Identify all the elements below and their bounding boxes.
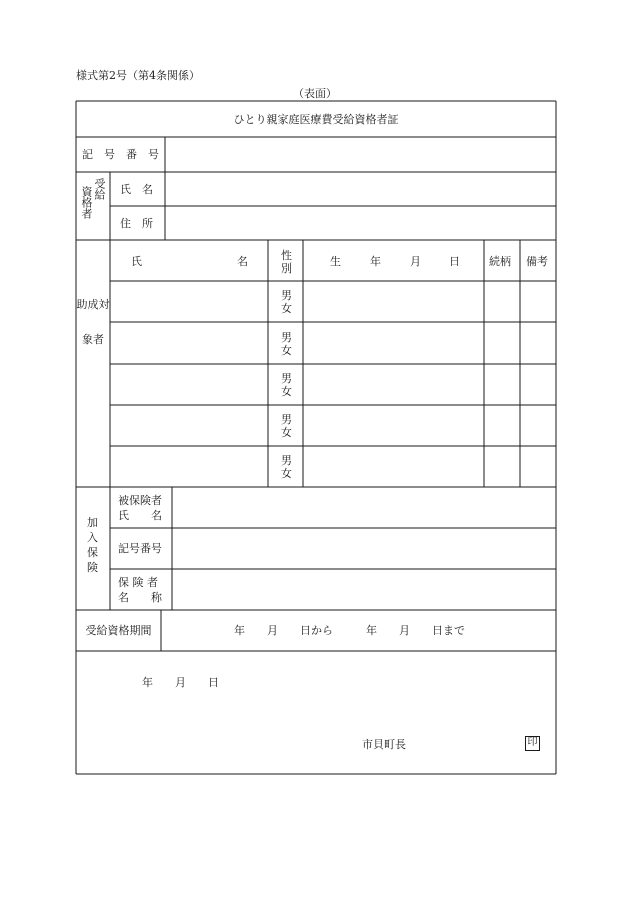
form-title: ひとり親家庭医療費受給資格者証: [233, 113, 399, 126]
symbol-number-field[interactable]: [166, 138, 555, 171]
subject-2-birth[interactable]: [304, 323, 483, 363]
subject-birth-header-4: 日: [449, 255, 460, 268]
seal-mark: 印: [525, 736, 540, 751]
insured-name-field[interactable]: [173, 488, 555, 527]
recipient-group-label-col2: 資格者: [80, 186, 93, 219]
subject-5-birth[interactable]: [304, 447, 483, 486]
period-label: 受給資格期間: [85, 624, 152, 637]
recipient-address-label: 住 所: [120, 217, 153, 230]
subject-2-remarks[interactable]: [521, 323, 555, 363]
subject-5-relation[interactable]: [485, 447, 519, 486]
subject-4-relation[interactable]: [485, 406, 519, 445]
subject-4-remarks[interactable]: [521, 406, 555, 445]
subject-name-header-right: 名: [237, 255, 248, 268]
period-value[interactable]: 年 月 日から 年 月 日まで: [234, 624, 465, 637]
subject-2-name[interactable]: [111, 323, 267, 363]
insurer-label-2: 名 称: [118, 591, 162, 604]
recipient-address-field[interactable]: [166, 207, 555, 239]
subject-5-sex[interactable]: 男女: [281, 454, 292, 480]
subject-1-sex[interactable]: 男女: [281, 289, 292, 315]
insured-name-label-2: 氏 名: [118, 509, 162, 522]
subject-4-birth[interactable]: [304, 406, 483, 445]
subject-3-remarks[interactable]: [521, 365, 555, 404]
subject-sex-header: 性別: [281, 249, 292, 275]
subjects-group-label: 助成対象者: [76, 298, 110, 346]
recipient-name-label: 氏 名: [120, 183, 153, 196]
symbol-number-label: 記 号 番 号: [82, 148, 159, 161]
subject-3-name[interactable]: [111, 365, 267, 404]
subject-remarks-header: 備考: [526, 255, 548, 268]
insurer-name-field[interactable]: [173, 570, 555, 609]
issuer-name: 市貝町長: [362, 738, 406, 751]
recipient-group-label-col1: 受給: [93, 178, 106, 200]
subject-4-name[interactable]: [111, 406, 267, 445]
subject-birth-header-3: 月: [410, 255, 421, 268]
insured-name-label-1: 被保険者: [118, 494, 162, 507]
subject-birth-header-2: 年: [370, 255, 381, 268]
subject-3-sex[interactable]: 男女: [281, 372, 292, 398]
insurance-group-label: 加入保険: [87, 516, 98, 574]
insurer-label-1: 保 険 者: [118, 576, 158, 589]
subject-1-birth[interactable]: [304, 282, 483, 321]
subject-3-birth[interactable]: [304, 365, 483, 404]
subject-5-name[interactable]: [111, 447, 267, 486]
issue-date[interactable]: 年 月 日: [142, 676, 219, 689]
subject-2-sex[interactable]: 男女: [281, 331, 292, 357]
subject-relation-header: 続柄: [489, 255, 511, 268]
subject-name-header-left: 氏: [131, 255, 142, 268]
subject-1-remarks[interactable]: [521, 282, 555, 321]
insurance-symbol-number-field[interactable]: [173, 529, 555, 568]
subject-1-relation[interactable]: [485, 282, 519, 321]
subject-1-name[interactable]: [111, 282, 267, 321]
subject-2-relation[interactable]: [485, 323, 519, 363]
recipient-name-field[interactable]: [166, 173, 555, 205]
form-reference: 様式第2号（第4条関係）: [76, 69, 200, 82]
subject-4-sex[interactable]: 男女: [281, 413, 292, 439]
subject-5-remarks[interactable]: [521, 447, 555, 486]
subject-birth-header-1: 生: [330, 255, 341, 268]
side-label: （表面）: [293, 87, 337, 100]
subject-3-relation[interactable]: [485, 365, 519, 404]
insurance-symbol-number-label: 記号番号: [118, 542, 162, 555]
